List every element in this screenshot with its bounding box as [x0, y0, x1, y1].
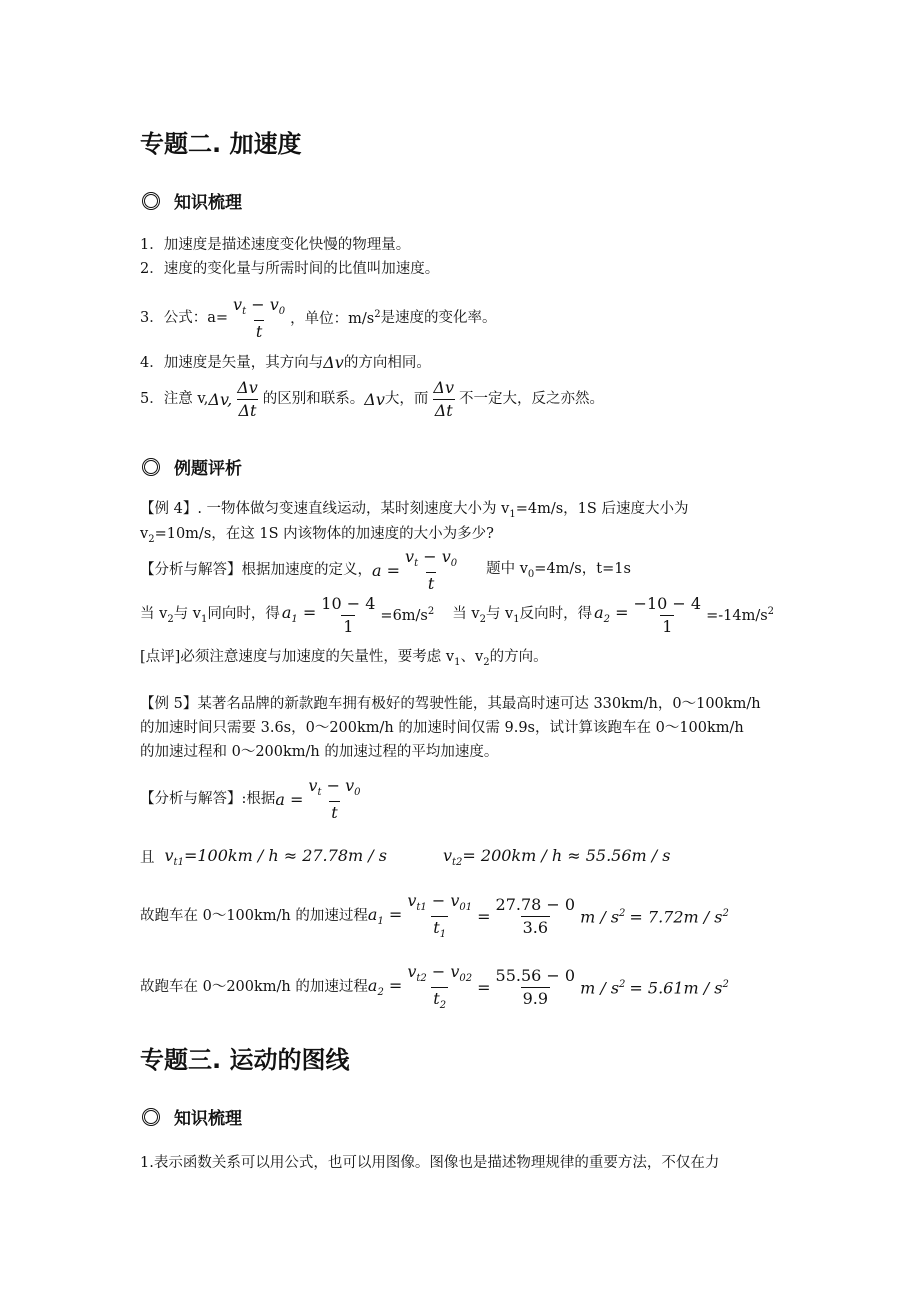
- subsection-heading: [142, 188, 242, 213]
- fraction-denominator: $t_1$: [433, 918, 447, 941]
- item-text: 的方向相同。: [343, 354, 431, 371]
- example-4-line: $v_2=10m/s$，在这 1S 内该物体的加速度的大小为多少?: [140, 526, 494, 545]
- subsection-heading: [142, 454, 242, 479]
- fraction-denominator: 1: [662, 617, 673, 636]
- fraction-numerator: Δv: [433, 378, 454, 397]
- calc-unit: m / $s^2$: [580, 977, 626, 997]
- list-item-formula: [140, 297, 497, 340]
- example-5-line: 【例 5】某著名品牌的新款跑车拥有极好的驾驶性能，其最高时速可达 330km/h，0～100km/h: [140, 696, 761, 712]
- double-circle-icon: [142, 192, 160, 210]
- fraction: [431, 380, 456, 419]
- example-5-line: 的加速过程和 0～200km/h 的加速过程的平均加速度。: [140, 744, 499, 760]
- case-1-result: $=6m/s^2$: [380, 606, 435, 625]
- example-4-cases: [140, 596, 774, 635]
- calc-unit: m / $s^2$: [580, 906, 626, 926]
- formula-lhs: a =: [275, 789, 304, 809]
- item-text: 大，而: [384, 391, 429, 408]
- fraction-numerator: $v_t - v_0$: [233, 295, 286, 318]
- example-5-calc-1: 故跑车在 0～100km/h 的加速过程 $a_1$ = $\frac{v_{t1} - v_{01}}{t_1}$ = $\frac{27.78 - 0}{3.6}$ m / $s^2$ = $7.72m / s^2$: [140, 891, 729, 941]
- item-text: 不一定大，反之亦然。: [458, 391, 604, 408]
- formula-lhs: a =: [372, 560, 401, 580]
- fraction-numerator: $v_t - v_0$: [405, 547, 458, 570]
- fraction: [306, 778, 362, 821]
- fraction: [405, 964, 474, 1011]
- fraction-numerator: 10 − 4: [321, 594, 376, 613]
- fraction-numerator: Δv: [237, 378, 258, 397]
- given-values: 题中 $v_0=4m/s$，t=1s: [486, 560, 631, 580]
- example-5-answer: [140, 778, 366, 821]
- list-item: [140, 380, 604, 419]
- case-2-text: 当 $v_2$与 $v_1$反向时，得: [452, 605, 593, 625]
- section-title: 专题二. 加速度: [140, 130, 302, 158]
- fraction: [231, 297, 287, 340]
- item-text: 5．注意 v,: [140, 391, 209, 408]
- list-item: 1.表示函数关系可以用公式，也可以用图像。图像也是描述物理规律的重要方法，不仅在力: [140, 1155, 720, 1171]
- calc-symbol: $a_2$ =: [367, 975, 403, 998]
- delta-v: Δv,: [208, 389, 233, 409]
- fraction-numerator: $v_t - v_0$: [308, 776, 361, 799]
- fraction-numerator: $v_{t2} - v_{02}$: [407, 962, 473, 985]
- formula-suffix: 是速度的变化率。: [380, 310, 497, 327]
- fraction: [632, 596, 704, 635]
- calc-label: 故跑车在 0～200km/h 的加速过程: [140, 979, 368, 996]
- fraction-denominator: Δt: [434, 401, 453, 420]
- fraction: [494, 897, 578, 936]
- fraction: [405, 893, 474, 940]
- given-v1: $v_{t1}=100km / h \approx 27.78m / s$: [164, 846, 387, 869]
- fraction-denominator: t: [255, 322, 263, 342]
- unit-text: ，单位：$m/s^2$: [290, 309, 381, 328]
- delta-v: Δv: [323, 353, 344, 372]
- list-item: 2．速度的变化量与所需时间的比值叫加速度。: [140, 261, 440, 277]
- fraction-denominator: 9.9: [522, 989, 549, 1009]
- example-4-line: 【例 4】. 一物体做匀变速直线运动，某时刻速度大小为 $v_1=4m/s$，1S 后速度大小为: [140, 501, 689, 520]
- subsection-heading: [142, 1104, 242, 1129]
- example-4-answer: [140, 549, 631, 592]
- fraction: [235, 380, 260, 419]
- fraction-denominator: t: [427, 574, 435, 594]
- case-1-symbol: $a_1$ =: [281, 603, 317, 626]
- delta-v: Δv: [364, 389, 385, 409]
- subsection-heading-text: 知识梳理: [174, 1109, 242, 1129]
- example-4-comment: [点评]必须注意速度与加速度的矢量性，要考虑 $v_1$、$v_2$的方向。: [140, 649, 548, 668]
- fraction: [403, 549, 459, 592]
- given-label: 且: [140, 849, 155, 866]
- fraction: [319, 596, 377, 635]
- calc-result: = $7.72m / s^2$: [629, 906, 729, 926]
- double-circle-icon: [142, 1108, 160, 1126]
- case-2-symbol: $a_2$ =: [594, 603, 629, 626]
- item-text: 的区别和联系。: [262, 391, 365, 408]
- item-text: 4．加速度是矢量，其方向与: [140, 354, 324, 371]
- calc-label: 故跑车在 0～100km/h 的加速过程: [140, 908, 368, 925]
- subsection-heading-text: 例题评析: [174, 459, 242, 479]
- answer-label: 【分析与解答】:根据: [140, 791, 276, 808]
- fraction: [494, 968, 578, 1007]
- case-2-result: $=-14m/s^2$: [706, 606, 775, 625]
- fraction-numerator: −10 − 4: [633, 594, 702, 613]
- fraction-numerator: 27.78 − 0: [495, 895, 576, 915]
- example-5-given: [140, 848, 670, 868]
- fraction-numerator: 55.56 − 0: [495, 966, 576, 986]
- given-v2: $v_{t2}= 200km / h \approx 55.56m / s$: [442, 846, 671, 869]
- example-5-calc-2: 故跑车在 0～200km/h 的加速过程 $a_2$ = $\frac{v_{t2} - v_{02}}{t_2}$ = $\frac{55.56 - 0}{9.9}$ m / $s^2$ = $5.61m / s^2$: [140, 962, 729, 1012]
- fraction-denominator: $t_2$: [433, 989, 447, 1012]
- fraction-denominator: t: [331, 803, 338, 823]
- list-item: [140, 355, 431, 371]
- fraction-denominator: Δt: [238, 401, 257, 420]
- section-title: 专题三. 运动的图线: [140, 1046, 350, 1074]
- answer-label: 【分析与解答】根据加速度的定义，: [140, 562, 372, 579]
- calc-symbol: $a_1$ =: [367, 904, 403, 927]
- subsection-heading-text: 知识梳理: [174, 193, 242, 213]
- calc-result: = $5.61m / s^2$: [629, 977, 729, 997]
- double-circle-icon: [142, 458, 160, 476]
- case-1-text: 当 $v_2$与 $v_1$同向时，得: [140, 605, 280, 625]
- formula-prefix: 3．公式：a=: [140, 310, 229, 327]
- list-item: 1．加速度是描述速度变化快慢的物理量。: [140, 237, 411, 253]
- fraction-numerator: $v_{t1} - v_{01}$: [407, 891, 473, 914]
- fraction-denominator: 1: [343, 617, 354, 636]
- example-5-line: 的加速时间只需要 3.6s，0～200km/h 的加速时间仅需 9.9s，试计算该跑车在 0～100km/h: [140, 720, 744, 736]
- fraction-denominator: 3.6: [522, 918, 549, 938]
